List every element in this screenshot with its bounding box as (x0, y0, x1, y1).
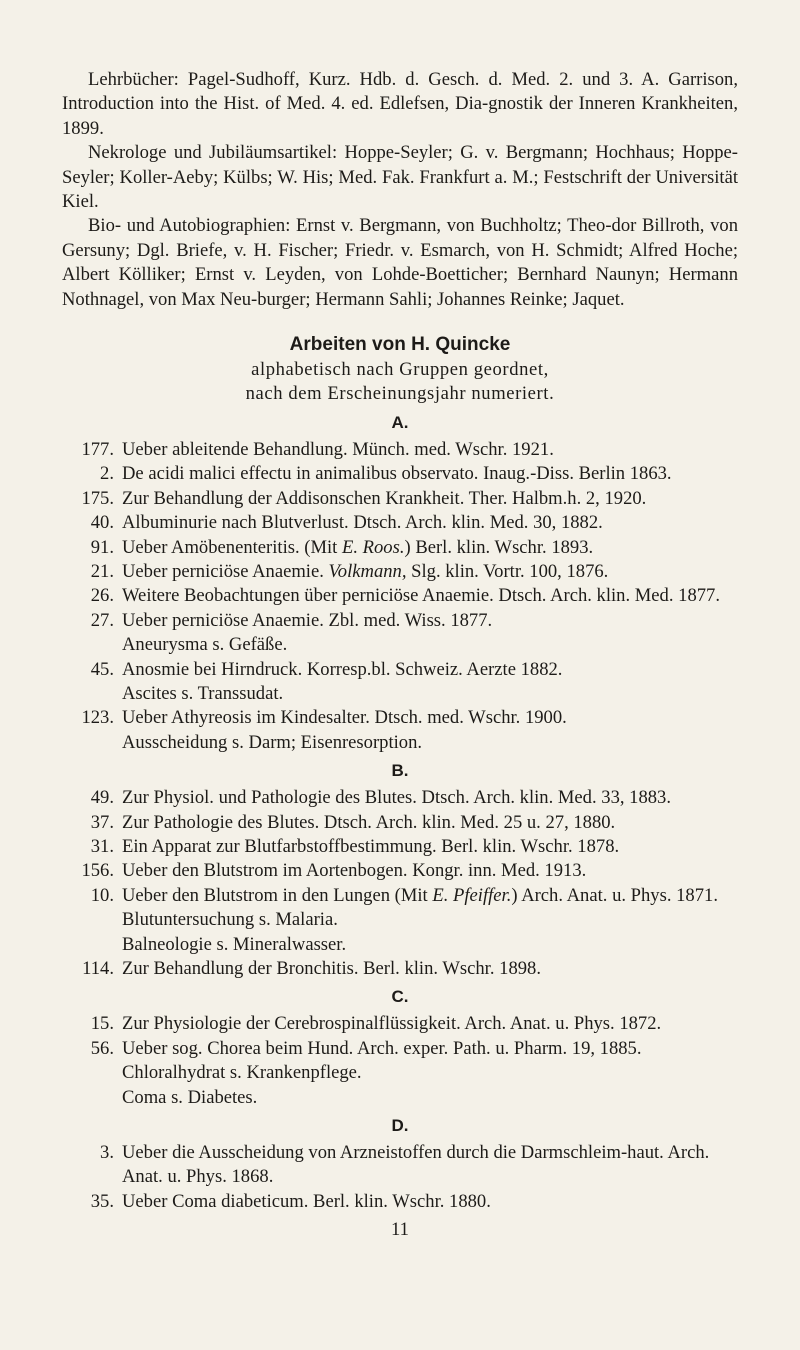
entry-number: 37. (90, 811, 114, 833)
intro-biographien: Bio- und Autobiographien: Ernst v. Bergmann, von Buchholtz; Theo-dor Billroth, von Gersuny; Dgl. Briefe, v. H. Fischer; Friedr. v. Esmarch, von H. Schmidt; Alfred Hoche; Albert Kölliker; Ernst v. Leyden, von Lohde-Boetticher; Bernhard Naunyn; Hermann Nothnagel, von Max Neu-burger; Hermann Sahli; Johannes Reinke; Jaquet. (62, 215, 738, 310)
entry-text: Ueber perniciöse Anaemie. Zbl. med. Wiss. 1877. (122, 609, 493, 631)
entry-text: Zur Physiol. und Pathologie des Blutes. Dtsch. Arch. klin. Med. 33, 1883. (122, 787, 672, 809)
entry-text: Ueber Coma diabeticum. Berl. klin. Wschr. 1880. (122, 1190, 491, 1212)
bibliography-entry (62, 1141, 738, 1190)
bibliography-entry (62, 1037, 738, 1061)
works-title: Arbeiten von H. Quincke (289, 334, 511, 356)
bibliography-entry (62, 957, 738, 981)
entry-text (122, 560, 738, 584)
entry-series-author: Volkmann, (328, 560, 407, 582)
bibliography-entry (62, 1012, 738, 1036)
entry-number: 27. (90, 609, 114, 631)
entry-text-pre: Ueber den Blutstrom in den Lungen (Mit (122, 884, 433, 906)
entry-text: Ein Apparat zur Blutfarbstoffbestimmung. Berl. klin. Wschr. 1878. (122, 835, 620, 857)
entry-text: Zur Behandlung der Bronchitis. Berl. klin. Wschr. 1898. (122, 958, 541, 979)
entry-number: 114. (82, 958, 114, 979)
entry-text (122, 536, 738, 560)
entry-number: 123. (81, 707, 114, 729)
entry-number: 21. (90, 560, 114, 582)
bibliography-entry (62, 811, 738, 835)
entry-text: Weitere Beobachtungen über perniciöse Anaemie. Dtsch. Arch. klin. Med. 1877. (122, 585, 720, 607)
bibliography-entry (62, 609, 738, 633)
entry-text-post: ) Berl. klin. Wschr. 1893. (404, 536, 594, 558)
cross-reference: Chloralhydrat s. Krankenpflege. (122, 1062, 362, 1084)
entry-number: 177. (81, 438, 114, 460)
bibliography-entry (62, 584, 738, 608)
cross-reference: Blutuntersuchung s. Malaria. (122, 909, 338, 931)
entry-text: Zur Physiologie der Cerebrospinalflüssigkeit. Arch. Anat. u. Phys. 1872. (122, 1013, 662, 1035)
entry-text: De acidi malici effectu in animalibus observato. Inaug.-Diss. Berlin 1863. (122, 463, 672, 485)
works-subtitle-1: alphabetisch nach Gruppen geordnet, (251, 359, 549, 381)
entry-text: Albuminurie nach Blutverlust. Dtsch. Arch. klin. Med. 30, 1882. (122, 512, 603, 534)
section-letter-d: D. (391, 1116, 409, 1136)
section-letter-b: B. (391, 761, 409, 781)
entry-text: Zur Pathologie des Blutes. Dtsch. Arch. klin. Med. 25 u. 27, 1880. (122, 811, 616, 833)
entry-text: Zur Behandlung der Addisonschen Krankheit. Ther. Halbm.h. 2, 1920. (122, 487, 647, 509)
works-subtitle-2: nach dem Erscheinungsjahr numeriert. (245, 383, 555, 405)
cross-reference: Ascites s. Transsudat. (122, 682, 284, 704)
entry-number: 15. (90, 1013, 114, 1035)
entry-text: Ueber ableitende Behandlung. Münch. med. Wschr. 1921. (122, 438, 554, 460)
bibliography-entry (62, 487, 738, 511)
entry-text: Anosmie bei Hirndruck. Korresp.bl. Schweiz. Aerzte 1882. (122, 658, 563, 680)
entry-coauthor: E. Roos. (341, 536, 405, 558)
intro-lehrbuecher: Lehrbücher: Pagel-Sudhoff, Kurz. Hdb. d. Gesch. d. Med. 2. und 3. A. Garrison, Introduction into the Hist. of Med. 4. ed. Edlefsen, Dia-gnostik der Inneren Krankheiten, 1899. (62, 69, 738, 139)
bibliography-entry (62, 511, 738, 535)
entry-number: 91. (90, 536, 114, 558)
intro-nekrologe: Nekrologe und Jubiläumsartikel: Hoppe-Seyler; G. v. Bergmann; Hochhaus; Hoppe-Seyler; Koller-Aeby; Külbs; W. His; Med. Fak. Frankfurt a. M.; Festschrift der Universität Kiel. (62, 142, 738, 213)
entry-number: 35. (90, 1190, 114, 1212)
entry-text: Ueber sog. Chorea beim Hund. Arch. exper. Path. u. Pharm. 19, 1885. (122, 1037, 642, 1059)
bibliography-entry (62, 560, 738, 584)
cross-reference: Balneologie s. Mineralwasser. (122, 933, 347, 955)
bibliography-entry (62, 706, 738, 730)
entry-text: Ueber den Blutstrom im Aortenbogen. Kongr. inn. Med. 1913. (122, 860, 587, 882)
entry-text-pre: Ueber Amöbenenteritis. (Mit (122, 536, 342, 558)
entry-number: 45. (90, 658, 114, 680)
page-number: 11 (391, 1219, 409, 1241)
bibliography-entry (62, 1190, 738, 1214)
entry-number: 40. (90, 512, 114, 534)
bibliography-entry (62, 835, 738, 859)
entry-text-post: Slg. klin. Vortr. 100, 1876. (406, 560, 609, 582)
cross-reference: Coma s. Diabetes. (122, 1086, 258, 1108)
bibliography-entry (62, 658, 738, 682)
entry-text: Ueber die Ausscheidung von Arzneistoffen durch die Darmschleim-haut. Arch. Anat. u. Phys. 1868. (122, 1142, 710, 1188)
entry-number: 175. (81, 487, 114, 509)
bibliography-entry (62, 438, 738, 462)
entry-text-pre: Ueber perniciöse Anaemie. (122, 560, 329, 582)
entry-number: 2. (100, 463, 114, 485)
bibliography-entry (62, 462, 738, 486)
section-letter-a: A. (391, 412, 409, 432)
bibliography-entry (62, 884, 738, 908)
cross-reference: Aneurysma s. Gefäße. (122, 634, 288, 656)
entry-text-post: ) Arch. Anat. u. Phys. 1871. (511, 884, 718, 906)
works-heading (62, 332, 738, 407)
entry-number: 31. (90, 835, 114, 857)
entry-text: Ueber Athyreosis im Kindesalter. Dtsch. med. Wschr. 1900. (122, 707, 567, 729)
entry-text (122, 884, 738, 908)
bibliography-entry (62, 786, 738, 810)
entry-number: 10. (90, 884, 114, 906)
bibliography-entry (62, 859, 738, 883)
entry-number: 26. (90, 585, 114, 607)
entry-number: 49. (90, 787, 114, 809)
entry-number: 156. (81, 860, 114, 882)
cross-reference: Ausscheidung s. Darm; Eisenresorption. (122, 731, 423, 753)
bibliography-entry (62, 536, 738, 560)
entry-number: 3. (100, 1142, 114, 1164)
section-letter-c: C. (391, 987, 409, 1007)
entry-number: 56. (90, 1037, 114, 1059)
entry-coauthor: E. Pfeiffer. (432, 884, 512, 906)
